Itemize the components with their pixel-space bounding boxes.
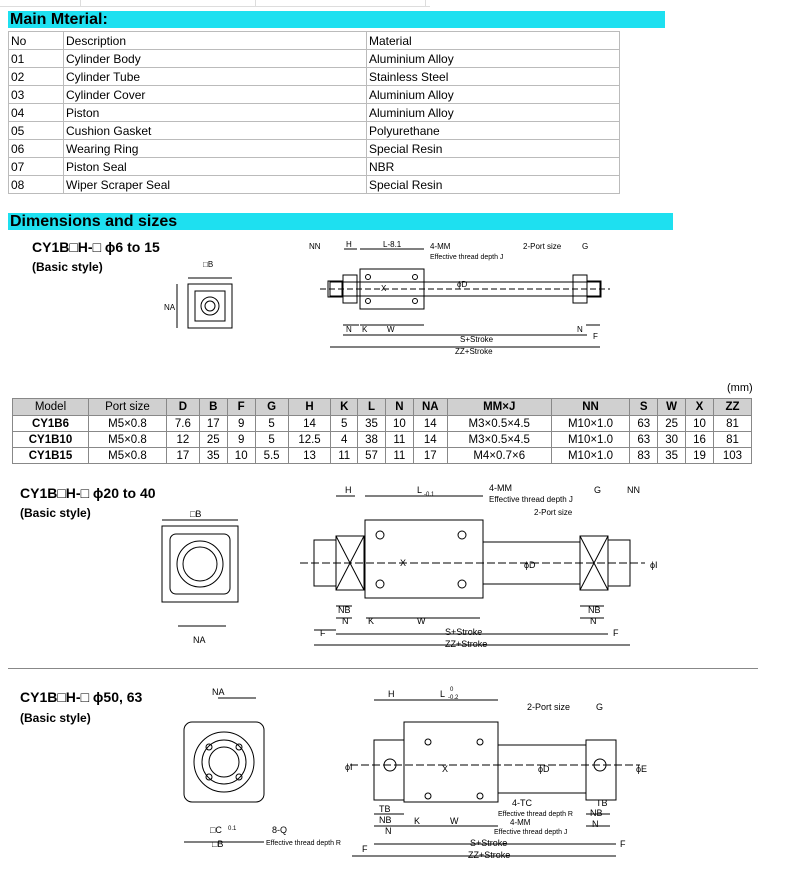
label-mm: 4-MM	[489, 483, 512, 493]
dimension-cell: 63	[630, 432, 658, 448]
dimension-cell: 5	[331, 416, 358, 432]
label-l-tolerance: -0.2	[448, 695, 459, 701]
material-cell: No	[9, 32, 64, 50]
diagram-subtitle-medium: (Basic style)	[20, 506, 91, 520]
material-cell: Wiper Scraper Seal	[64, 176, 367, 194]
dimension-header-cell: F	[227, 399, 255, 416]
dimension-header-cell: L	[358, 399, 386, 416]
label-b: □B	[203, 260, 214, 269]
material-cell: 02	[9, 68, 64, 86]
top-divider	[255, 0, 256, 6]
dimension-cell: 10	[385, 416, 413, 432]
label-l-tolerance: -0.1	[424, 492, 435, 498]
diagram-subtitle-large: (Basic style)	[20, 711, 91, 725]
dimension-cell: M3×0.5×4.5	[447, 432, 551, 448]
dimension-cell: 63	[630, 416, 658, 432]
material-cell: 07	[9, 158, 64, 176]
dimension-cell: 25	[199, 432, 227, 448]
material-cell: Aluminium Alloy	[367, 104, 620, 122]
dimension-cell: M10×1.0	[551, 432, 630, 448]
dimension-cell: M5×0.8	[88, 432, 166, 448]
material-cell: Wearing Ring	[64, 140, 367, 158]
dimension-header-cell: N	[385, 399, 413, 416]
label-thread: Effective thread depth J	[489, 495, 573, 504]
dimension-cell: CY1B15	[13, 448, 89, 464]
material-cell: Polyurethane	[367, 122, 620, 140]
material-row	[9, 140, 620, 158]
dimension-cell: M10×1.0	[551, 448, 630, 464]
material-cell: Material	[367, 32, 620, 50]
material-cell: 06	[9, 140, 64, 158]
dimension-cell: 14	[288, 416, 331, 432]
material-row	[9, 104, 620, 122]
material-cell: Aluminium Alloy	[367, 86, 620, 104]
dimension-cell: 5.5	[255, 448, 288, 464]
label-c-tolerance: 0.1	[228, 826, 237, 832]
label-x: X	[400, 558, 407, 568]
material-cell: Cylinder Cover	[64, 86, 367, 104]
unit-label: (mm)	[727, 382, 753, 394]
material-row	[9, 68, 620, 86]
label-h: H	[345, 485, 352, 495]
dimension-cell: 17	[199, 416, 227, 432]
dimension-header-cell: ZZ	[713, 399, 751, 416]
dimension-cell: 12	[166, 432, 199, 448]
label-l-tolerance-upper: 0	[450, 687, 454, 693]
dimension-header-cell: X	[686, 399, 714, 416]
label-port: 2-Port size	[534, 508, 573, 517]
label-nn: NN	[309, 242, 321, 251]
dimension-row	[13, 416, 752, 432]
dimension-cell: 81	[713, 432, 751, 448]
label-thread-r: Effective thread depth R	[498, 811, 573, 818]
cylinder-drawing-large	[0, 680, 789, 872]
label-i: ϕI	[650, 560, 658, 570]
label-s: S+Stroke	[470, 838, 508, 848]
dimension-cell: 35	[358, 416, 386, 432]
dimension-cell: 83	[630, 448, 658, 464]
label-tc: 4-TC	[512, 798, 532, 808]
label-k: K	[368, 616, 375, 626]
label-f: F	[320, 628, 326, 638]
dimension-cell: 9	[227, 416, 255, 432]
dimension-cell: 35	[658, 448, 686, 464]
label-nb-right: NB	[588, 605, 601, 615]
section-divider	[8, 668, 758, 669]
label-l: L-8.1	[383, 240, 402, 249]
label-thread-r2: Effective thread depth R	[266, 840, 341, 847]
label-b: □B	[190, 509, 202, 519]
label-d: ϕD	[524, 560, 536, 570]
dimension-header-cell: H	[288, 399, 331, 416]
material-cell: 08	[9, 176, 64, 194]
label-mm: 4-MM	[510, 818, 531, 827]
dimension-cell: M5×0.8	[88, 416, 166, 432]
dimensions-section-title: Dimensions and sizes	[8, 213, 673, 230]
dimension-header-cell: K	[331, 399, 358, 416]
label-nb: NB	[379, 815, 392, 825]
cylinder-drawing-small	[0, 235, 789, 360]
label-l: L	[417, 485, 423, 495]
label-w: W	[387, 325, 395, 334]
label-n: N	[385, 826, 392, 836]
label-f-right: F	[620, 839, 626, 849]
label-na: NA	[212, 687, 225, 697]
dimension-cell: 5	[255, 416, 288, 432]
diagram-subtitle-small: (Basic style)	[32, 260, 103, 274]
dimension-cell: M5×0.8	[88, 448, 166, 464]
dimension-header-cell: NN	[551, 399, 630, 416]
dimension-cell: 4	[331, 432, 358, 448]
label-x: X	[442, 764, 449, 774]
dimension-cell: 11	[385, 448, 413, 464]
top-divider	[80, 0, 81, 6]
label-k: K	[414, 816, 421, 826]
label-g: G	[596, 702, 604, 712]
dimension-cell: M10×1.0	[551, 416, 630, 432]
label-n: N	[342, 616, 349, 626]
label-n: N	[346, 325, 352, 334]
dimension-cell: 5	[255, 432, 288, 448]
dimension-cell: 25	[658, 416, 686, 432]
label-s: S+Stroke	[460, 335, 494, 344]
dimension-header-cell: Model	[13, 399, 89, 416]
label-w: W	[450, 816, 459, 826]
label-na: NA	[193, 635, 206, 645]
dimension-header-cell: D	[166, 399, 199, 416]
label-w: W	[417, 616, 426, 626]
label-q: 8-Q	[272, 825, 288, 835]
material-cell: 04	[9, 104, 64, 122]
material-cell: Cushion Gasket	[64, 122, 367, 140]
label-g: G	[594, 485, 602, 495]
dimension-cell: 9	[227, 432, 255, 448]
material-row	[9, 86, 620, 104]
label-tb: TB	[379, 804, 391, 814]
material-cell: Special Resin	[367, 140, 620, 158]
diagram-title-small: CY1B□H-□ ϕ6 to 15	[32, 239, 160, 255]
label-thread-j: Effective thread depth J	[494, 829, 568, 836]
material-cell: Cylinder Tube	[64, 68, 367, 86]
label-tb-right: TB	[596, 798, 608, 808]
label-i: ϕI	[345, 762, 353, 772]
dimension-cell: 14	[413, 432, 447, 448]
dimension-cell: CY1B6	[13, 416, 89, 432]
label-b: □B	[212, 839, 224, 849]
label-zz: ZZ+Stroke	[468, 850, 511, 860]
label-s: S+Stroke	[445, 627, 483, 637]
dimension-cell: M3×0.5×4.5	[447, 416, 551, 432]
label-nb-right: NB	[590, 808, 603, 818]
dimension-row	[13, 432, 752, 448]
dimension-header-cell: G	[255, 399, 288, 416]
dimension-cell: CY1B10	[13, 432, 89, 448]
material-cell: Piston Seal	[64, 158, 367, 176]
label-zz: ZZ+Stroke	[455, 347, 493, 356]
dimension-cell: 17	[413, 448, 447, 464]
dimension-cell: 7.6	[166, 416, 199, 432]
dimension-cell: 57	[358, 448, 386, 464]
label-g: G	[582, 242, 589, 251]
dimension-cell: 11	[385, 432, 413, 448]
dimension-cell: 11	[331, 448, 358, 464]
dimension-cell: 14	[413, 416, 447, 432]
label-f: F	[593, 332, 598, 341]
dimension-cell: 103	[713, 448, 751, 464]
dimension-cell: 30	[658, 432, 686, 448]
dimension-table	[12, 398, 752, 464]
label-n-right: N	[577, 325, 583, 334]
label-c: □C	[210, 825, 222, 835]
dimension-row	[13, 448, 752, 464]
dimension-header-cell: S	[630, 399, 658, 416]
label-e: ϕE	[636, 764, 648, 774]
label-thread: Effective thread depth J	[430, 254, 504, 261]
material-cell: 03	[9, 86, 64, 104]
material-header-row	[9, 32, 620, 50]
dimension-cell: 12.5	[288, 432, 331, 448]
dimension-cell: M4×0.7×6	[447, 448, 551, 464]
material-cell: Piston	[64, 104, 367, 122]
material-cell: Aluminium Alloy	[367, 50, 620, 68]
material-cell: Special Resin	[367, 176, 620, 194]
label-x: X	[381, 284, 387, 293]
dimension-cell: 19	[686, 448, 714, 464]
material-section-title: Main Mterial:	[8, 11, 665, 28]
cylinder-drawing-medium	[0, 478, 789, 653]
dimension-cell: 13	[288, 448, 331, 464]
label-port: 2-Port size	[527, 702, 571, 712]
material-row	[9, 158, 620, 176]
material-cell: Description	[64, 32, 367, 50]
label-d: ϕD	[457, 280, 468, 289]
dimension-header-cell: NA	[413, 399, 447, 416]
material-cell: NBR	[367, 158, 620, 176]
material-cell: Stainless Steel	[367, 68, 620, 86]
dimension-cell: 10	[227, 448, 255, 464]
dimension-cell: 10	[686, 416, 714, 432]
label-zz: ZZ+Stroke	[445, 639, 488, 649]
dimension-cell: 16	[686, 432, 714, 448]
dimension-header-cell: Port size	[88, 399, 166, 416]
dimension-header-cell: B	[199, 399, 227, 416]
label-nn: NN	[627, 485, 640, 495]
label-h: H	[388, 689, 395, 699]
label-port: 2-Port size	[523, 242, 562, 251]
dimension-header-cell: W	[658, 399, 686, 416]
label-l: L	[440, 689, 446, 699]
label-na: NA	[164, 303, 176, 312]
diagram-title-large: CY1B□H-□ ϕ50, 63	[20, 689, 143, 705]
dimension-cell: 81	[713, 416, 751, 432]
top-border	[0, 0, 430, 7]
label-nb: NB	[338, 605, 351, 615]
material-table	[8, 31, 620, 194]
dimension-cell: 35	[199, 448, 227, 464]
label-n-right: N	[592, 819, 599, 829]
material-row	[9, 50, 620, 68]
label-k: K	[362, 325, 368, 334]
label-n-right: N	[590, 616, 597, 626]
label-f-right: F	[613, 628, 619, 638]
label-f: F	[362, 844, 368, 854]
label-h: H	[346, 240, 352, 249]
dimension-cell: 38	[358, 432, 386, 448]
material-cell: Cylinder Body	[64, 50, 367, 68]
material-cell: 01	[9, 50, 64, 68]
material-row	[9, 122, 620, 140]
material-cell: 05	[9, 122, 64, 140]
material-row	[9, 176, 620, 194]
dimension-header-cell: MM×J	[447, 399, 551, 416]
top-divider	[425, 0, 426, 6]
diagram-title-medium: CY1B□H-□ ϕ20 to 40	[20, 485, 156, 501]
label-mm: 4-MM	[430, 242, 451, 251]
dimension-cell: 17	[166, 448, 199, 464]
label-d: ϕD	[538, 764, 550, 774]
